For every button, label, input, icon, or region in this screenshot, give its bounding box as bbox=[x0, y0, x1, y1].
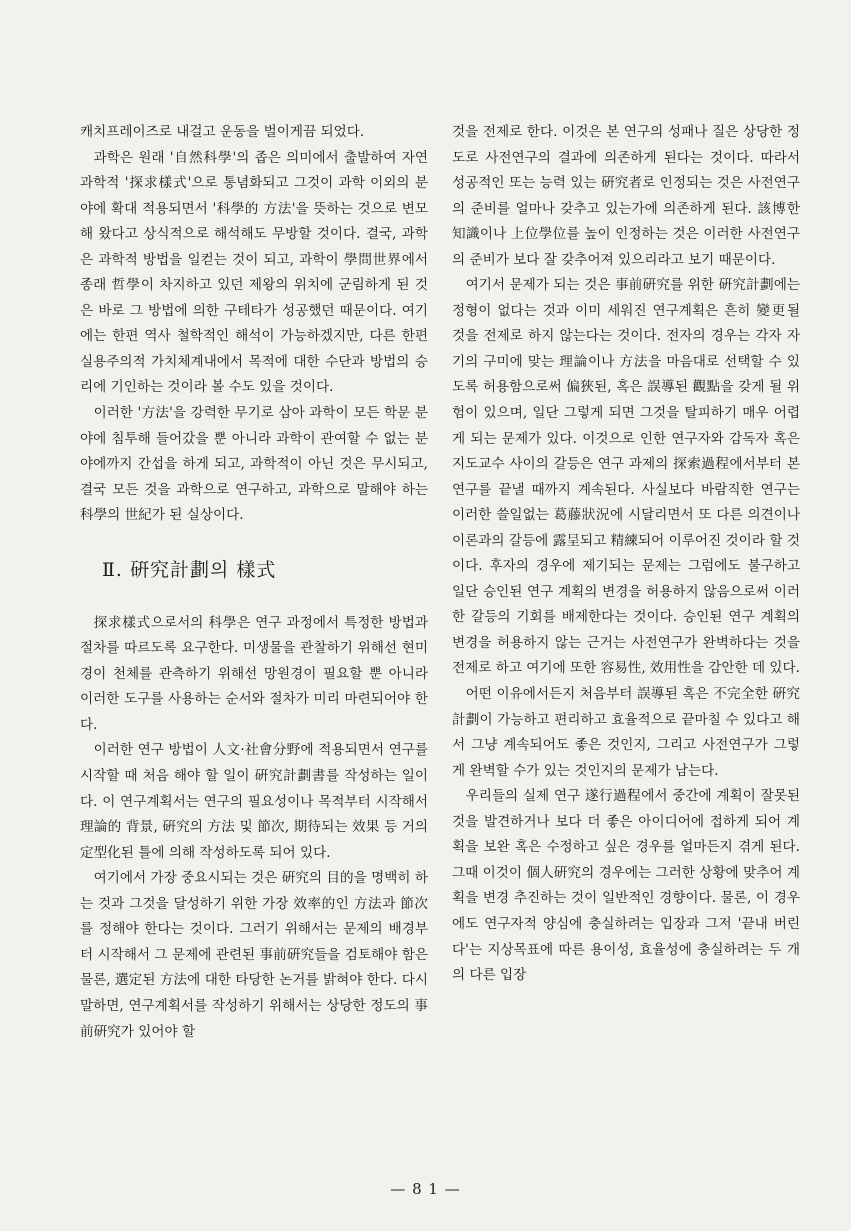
paragraph: 우리들의 실제 연구 遂行過程에서 중간에 계획이 잘못된 것을 발견하거나 보다 더 좋은 아이디어에 접하게 되어 계획을 보완 혹은 수정하고 싶은 경우를 얼마든지 겪게 된다. 그때 이것이 個人硏究의 경우에는 그러한 상황에 맞추어 계획을 변경 추진하는 것이 일반적인 경향이다. 물론, 이 경우에도 연구자적 양심에 충실하려는 입장과 그저 '끝내 버린다'는 지상목표에 따른 용이성, 효율성에 충실하려는 두 개의 다른 입장 bbox=[452, 788, 800, 984]
right-column bbox=[452, 120, 800, 989]
paragraph: 이러한 '方法'을 강력한 무기로 삼아 과학이 모든 학문 분야에 침투해 들어갔을 뿐 아니라 과학이 관여할 수 없는 분야에까지 간섭을 하게 되고, 과학적이 아닌 것은 무시되고, 결국 모든 것을 과학으로 연구하고, 과학으로 말해야 하는 科學의 世紀가 된 실상이다. bbox=[80, 405, 428, 524]
section-heading: Ⅱ. 硏究計劃의 樣式 bbox=[102, 558, 277, 581]
paragraph: 여기에서 가장 중요시되는 것은 硏究의 目的을 명백히 하는 것과 그것을 달성하기 위한 가장 效率的인 方法과 節次를 정해야 한다는 것이다. 그러기 위해서는 문제의 배경부터 시작해서 그 문제에 관련된 事前硏究들을 검토해야 함은 물론, 選定된 方法에 대한 타당한 논거를 밝혀야 한다. 다시 말하면, 연구계획서를 작성하기 위해서는 상당한 정도의 事前硏究가 있어야 할 bbox=[80, 870, 428, 1040]
paragraph: 어떤 이유에서든지 처음부터 誤導된 혹은 不完全한 硏究計劃이 가능하고 편리하고 효율적으로 끝마칠 수 있다고 해서 그냥 계속되어도 좋은 것인지, 그리고 사전연구가 그렇게 완벽할 수가 있는 것인지의 문제가 남는다. bbox=[452, 686, 800, 779]
left-column bbox=[80, 120, 428, 1045]
paragraph: 캐치프레이즈로 내걸고 운동을 벌이게끔 되었다. bbox=[80, 124, 365, 140]
paragraph: 이러한 연구 방법이 人文·社會分野에 적용되면서 연구를 시작할 때 처음 해야 할 일이 硏究計劃書를 작성하는 일이다. 이 연구계획서는 연구의 필요성이나 목적부터 시작해서 理論的 背景, 硏究의 方法 및 節次, 期待되는 效果 등 거의 定型化된 틀에 의해 작성하도록 되어 있다. bbox=[80, 742, 428, 861]
paragraph: 여기서 문제가 되는 것은 事前硏究를 위한 硏究計劃에는 정형이 없다는 것과 이미 세워진 연구계획은 흔히 變更될 것을 전제로 하지 않는다는 것이다. 전자의 경우는 각자 자기의 구미에 맞는 理論이나 方法을 마음대로 선택할 수 있도록 허용함으로써 偏狹된, 혹은 誤導된 觀點을 갖게 될 위험이 있으며, 일단 그렇게 되면 그것을 탈피하기 매우 어렵게 되는 문제가 있다. 이것으로 인한 연구자와 감독자 혹은 지도교수 사이의 갈등은 연구 과제의 探索過程에서부터 본 연구를 끝낼 때까지 계속된다. 사실보다 바람직한 연구는 이러한 쓸일없는 葛藤狀況에 시달리면서 또 다른 의견이나 이론과의 갈등에 露呈되고 精練되어 이루어진 것이라 할 것이다. 후자의 경우에 제기되는 문제는 그럼에도 불구하고 일단 승인된 연구 계획의 변경을 허용하지 않음으로써 이러한 갈등의 기회를 배제한다는 것이다. 승인된 연구 계획의 변경을 허용하지 않는 근거는 사전연구가 완벽하다는 것을 전제로 하고 여기에 또한 容易性, 效用性을 감안한 데 있다. bbox=[452, 277, 801, 677]
paragraph: 것을 전제로 한다. 이것은 본 연구의 성패나 질은 상당한 정도로 사전연구의 결과에 의존하게 된다는 것이다. 따라서 성공적인 또는 능력 있는 硏究者로 인정되는 것은 사전연구의 준비를 얼마나 갖추고 있는가에 의존하게 된다. 該博한 知識이나 上位學位를 높이 인정하는 것은 이러한 사전연구의 준비가 보다 잘 갖추어져 있으리라고 보기 때문이다. bbox=[452, 124, 800, 268]
paragraph: 과학은 원래 '自然科學'의 좁은 의미에서 출발하여 자연 과학적 '探求樣式'으로 통념화되고 그것이 과학 이외의 분야에 확대 적용되면서 '科學的 方法'을 뜻하는 것으로 변모해 왔다고 상식적으로 해석해도 무방할 것이다. 결국, 과학은 과학적 방법을 일컫는 것이 되고, 과학이 學問世界에서 종래 哲學이 차지하고 있던 제왕의 위치에 군림하게 된 것은 바로 그 방법에 의한 구테타가 성공했던 때문이다. 여기에는 한편 역사 철학적인 해석이 가능하겠지만, 다른 한편 실용주의적 가치체계내에서 목적에 대한 수단과 방법의 승리에 기인하는 것이라 볼 수도 있을 것이다. bbox=[80, 149, 428, 396]
paragraph: 探求樣式으로서의 科學은 연구 과정에서 특정한 방법과 절차를 따르도록 요구한다. 미생물을 관찰하기 위해선 현미경이 천체를 관측하기 위해선 망원경이 필요할 뿐 아니라 이러한 도구를 사용하는 순서와 절차가 미리 마련되어야 한다. bbox=[80, 614, 428, 733]
page-number: — 8 1 — bbox=[390, 1180, 461, 1198]
